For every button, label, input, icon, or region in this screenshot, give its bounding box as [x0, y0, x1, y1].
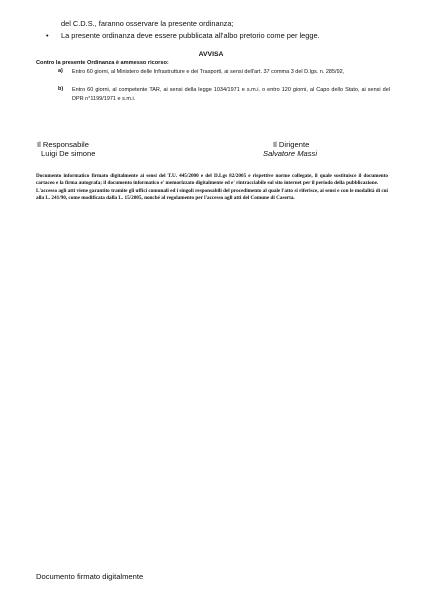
appeal-item-text: Entro 60 giorni, al Ministero delle Infrastrutture e dei Trasporti, ai sensi dell'art. 37 comma 3 del D.lgs. n. 285/92,: [72, 69, 345, 75]
bullet-icon: •: [46, 31, 49, 40]
bullet-text: La presente ordinanza deve essere pubblicata all'albo pretorio come per legge.: [61, 31, 320, 40]
body-line-cds: del C.D.S., faranno osservare la presente ordinanza;: [61, 19, 234, 28]
legal-notice: [36, 173, 388, 203]
responsabile-title: Il Responsabile: [37, 140, 89, 149]
avvisa-heading: AVVISA: [198, 51, 224, 58]
appeal-item-marker: a): [58, 68, 63, 74]
legal-notice-access: L'accesso agli atti viene garantito tramite gli uffici comunali ed i singoli responsabili del procedimento al quale l'atto si riferisce, ai sensi e con le modalità di cui alla L. 241/90, come modificata dalla L. 15/2005, nonché al regolamento per l'accesso agli atti del Comune di Caserta.: [36, 187, 388, 202]
appeal-intro: Contro la presente Ordinanza è ammesso ricorso:: [36, 60, 169, 66]
responsabile-name: Luigi De simone: [41, 149, 96, 158]
dirigente-name: Salvatore Massi: [263, 149, 318, 158]
dirigente-title: Il Dirigente: [273, 140, 310, 149]
footer-note: Documento firmato digitalmente: [36, 572, 144, 581]
legal-notice-signature: Documento informatico firmato digitalmente ai sensi del T.U. 445/2000 e del D.Lgs 82/2005 e rispettive norme collegate, il quale sostituisce il documento cartaceo e la firma autografa; il documento informatico e' memorizzato digitalmente ed e' rintracciabile sul sito internet per il periodo della pubblicazione.: [36, 173, 388, 187]
appeal-item-text: Entro 60 giorni, al competente TAR, ai sensi della legge 1034/1971 e s.m.i. o entro 120 giorni, al Capo dello Stato, ai sensi del DPR n°1199/1971 e s.m.i.: [72, 87, 390, 102]
appeal-item-marker: b): [58, 86, 64, 92]
